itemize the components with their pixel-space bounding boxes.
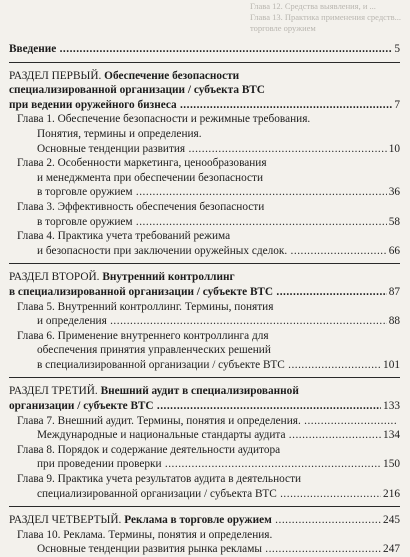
toc-entry [9,542,400,557]
toc-entry [9,428,400,443]
toc-line: и менеджмента при обеспечении безопасности [37,171,264,184]
toc-entry [9,98,400,113]
entry-title: и безопасности при заключении оружейных сделок. ..... [37,244,387,259]
toc-entry [9,215,400,230]
section-heading-line [9,270,400,285]
toc-entry [9,285,400,300]
toc-entry [9,358,400,373]
entry-title [9,513,381,528]
section-heading-line [9,384,400,399]
page-number: 101 [383,358,400,371]
page-number: 5 [394,43,400,55]
entry-title: в специализированной организации / субъекте ВТС ..... [37,358,381,373]
toc-entry [9,314,400,329]
toc-entry [9,142,400,157]
section-title: Реклама в торговле оружием [124,514,272,527]
entry-title: при ведении оружейного бизнеса ..... [9,98,392,113]
bleed-through-text [0,0,410,34]
bleed-line: торговле оружием [250,23,316,33]
section-title: специализированной организации / субъекта ВТС [9,84,265,97]
section-label: РАЗДЕЛ ПЕРВЫЙ. [9,69,105,82]
toc-line: Глава 8. Порядок и содержание деятельности аудитора [17,443,281,456]
section-label: РАЗДЕЛ ВТОРОЙ. [9,271,103,284]
page-number: 7 [394,98,400,111]
section-divider [9,506,400,507]
section-divider [9,377,400,378]
entry-title: в специализированной организации / субъекте ВТС ..... [9,285,387,300]
section-heading-line [9,69,400,84]
page-number: 245 [383,514,400,527]
section-title: Внешний аудит в специализированной [100,385,299,398]
bleed-line: Глава 12. Средства выявления, и ... [250,1,376,11]
page-number: 58 [388,215,400,228]
entry-title: Основные тенденции развития рынка рекламы ..... [37,542,381,557]
entry-title: Глава 7. Внешний аудит. Термины, понятия и определения. ..... [17,414,398,429]
entry-title: специализированной организации / субъекта ВТС ..... [37,487,381,502]
toc-entry [9,457,400,472]
toc-line: Глава 4. Практика учета требований режима [17,230,231,243]
section-divider [9,263,400,264]
page-number: 88 [388,315,400,328]
toc-entry [9,244,400,259]
toc-line: Глава 3. Эффективность обеспечения безопасности [17,200,265,213]
page-number: 10 [388,142,400,155]
section-title: Обеспечение безопасности [104,69,240,82]
toc-line: Глава 10. Реклама. Термины, понятия и определения. [17,528,273,541]
section-heading-line [9,83,400,98]
section-title: Внутренний контроллинг [102,271,235,284]
page-number: 133 [383,400,400,413]
toc-line: обеспечения принятия управленческих решений [37,344,271,357]
bleed-line: Глава 13. Практика применения средств... [250,12,402,22]
section-divider [9,62,400,63]
page-number: 150 [383,458,400,471]
table-of-contents [9,42,400,557]
entry-title: в торговле оружием ..... [37,185,387,200]
section-label: РАЗДЕЛ ТРЕТИЙ. [9,385,101,398]
entry-title: Основные тенденции развития ..... [37,142,387,157]
entry-title: организации / субъекте ВТС ..... [9,399,381,414]
toc-line: Понятия, термины и определения. [37,127,202,140]
toc-entry [9,414,400,429]
toc-entry [9,487,400,502]
page-number: 216 [383,487,400,500]
toc-entry [9,399,400,414]
toc-line: Глава 6. Применение внутреннего контроллинга для [17,329,269,342]
toc-line: Глава 1. Обеспечение безопасности и режимные требования. [17,113,311,126]
entry-title: при проведении проверки ..... [37,457,381,472]
toc-entry [9,42,400,57]
page-number: 36 [388,186,400,199]
entry-title: Международные и национальные стандарты аудита ..... [37,428,381,443]
section-label: РАЗДЕЛ ЧЕТВЕРТЫЙ. [9,514,125,527]
toc-entry [9,185,400,200]
page-number: 87 [388,285,400,298]
entry-title: и определения ..... [37,314,387,329]
page-number: 134 [383,429,400,442]
toc-line: Глава 5. Внутренний контроллинг. Термины, понятия [17,300,274,313]
page-number: 247 [383,543,400,556]
toc-line: Глава 2. Особенности маркетинга, ценообразования [17,157,267,170]
entry-title: в торговле оружием ..... [37,215,387,230]
section-heading-entry [9,513,400,528]
toc-line: Глава 9. Практика учета результатов аудита в деятельности [17,473,302,486]
page-number: 66 [388,244,400,257]
entry-title: Введение ..... [9,42,392,57]
